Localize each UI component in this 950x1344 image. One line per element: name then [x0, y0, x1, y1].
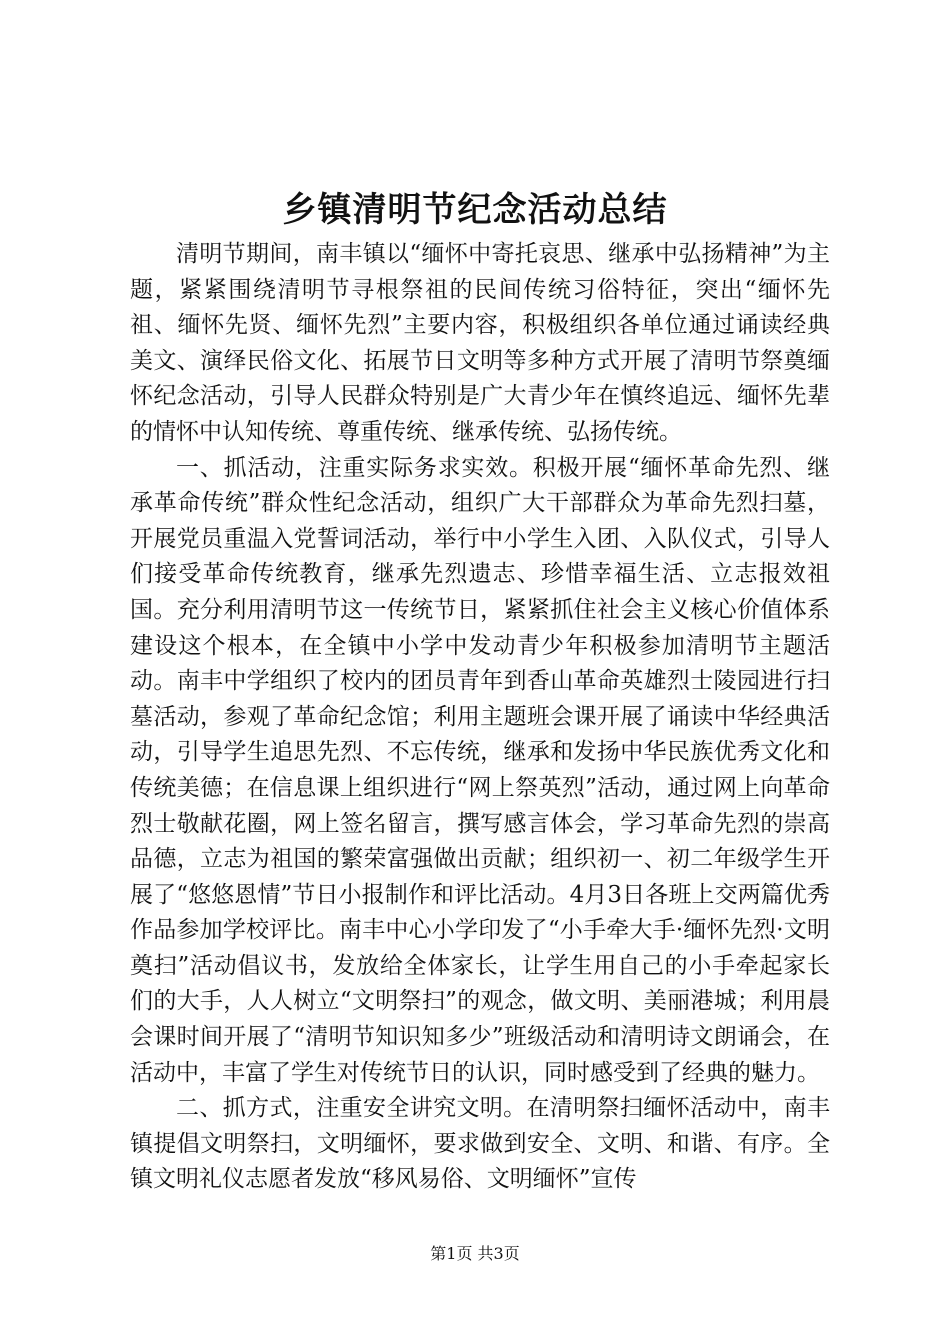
intro-paragraph: 清明节期间，南丰镇以“缅怀中寄托哀思、继承中弘扬精神”为主题，紧紧围绕清明节寻根祭祖的民间传统习俗特征，突出“缅怀先祖、缅怀先贤、缅怀先烈”主要内容，积极组织各单位通过诵读经典美文、演绎民俗文化、拓展节日文明等多种方式开展了清明节祭奠缅怀纪念活动，引导人民群众特别是广大青少年在慎终追远、缅怀先辈的情怀中认知传统、尊重传统、继承传统、弘扬传统。 — [130, 241, 830, 445]
document-title: 乡镇清明节纪念活动总结 — [282, 190, 668, 230]
page-number-footer: 第1页 共3页 — [430, 1244, 520, 1263]
section-one-paragraph: 一、抓活动，注重实际务求实效。积极开展“缅怀革命先烈、继承革命传统”群众性纪念活动，组织广大干部群众为革命先烈扫墓，开展党员重温入党誓词活动，举行中小学生入团、入队仪式，引导人们接受革命传统教育，继承先烈遗志、珍惜幸福生活、立志报效祖国。充分利用清明节这一传统节日，紧紧抓住社会主义核心价值体系建设这个根本，在全镇中小学中发动青少年积极参加清明节主题活动。南丰中学组织了校内的团员青年到香山革命英雄烈士陵园进行扫墓活动，参观了革命纪念馆；利用主题班会课开展了诵读中华经典活动，引导学生追思先烈、不忘传统，继承和发扬中华民族优秀文化和传统美德；在信息课上组织进行“网上祭英烈”活动，通过网上向革命烈士敬献花圈，网上签名留言，撰写感言体会，学习革命先烈的崇高品德，立志为祖国的繁荣富强做出贡献；组织初一、初二年级学生开展了“悠悠恩情”节日小报制作和评比活动。4月3日各班上交两篇优秀作品参加学校评比。南丰中心小学印发了“小手牵大手·缅怀先烈·文明奠扫”活动倡议书，发放给全体家长，让学生用自己的小手牵起家长们的大手，人人树立“文明祭扫”的观念，做文明、美丽港城；利用晨会课时间开展了“清明节知识知多少”班级活动和清明诗文朗诵会，在活动中，丰富了学生对传统节日的认识，同时感受到了经典的魅力。 — [130, 454, 830, 1086]
section-two-paragraph: 二、抓方式，注重安全讲究文明。在清明祭扫缅怀活动中，南丰镇提倡文明祭扫，文明缅怀，要求做到安全、文明、和谐、有序。全镇文明礼仪志愿者发放“移风易俗、文明缅怀”宣传 — [130, 1095, 830, 1193]
document-body — [130, 237, 830, 1198]
